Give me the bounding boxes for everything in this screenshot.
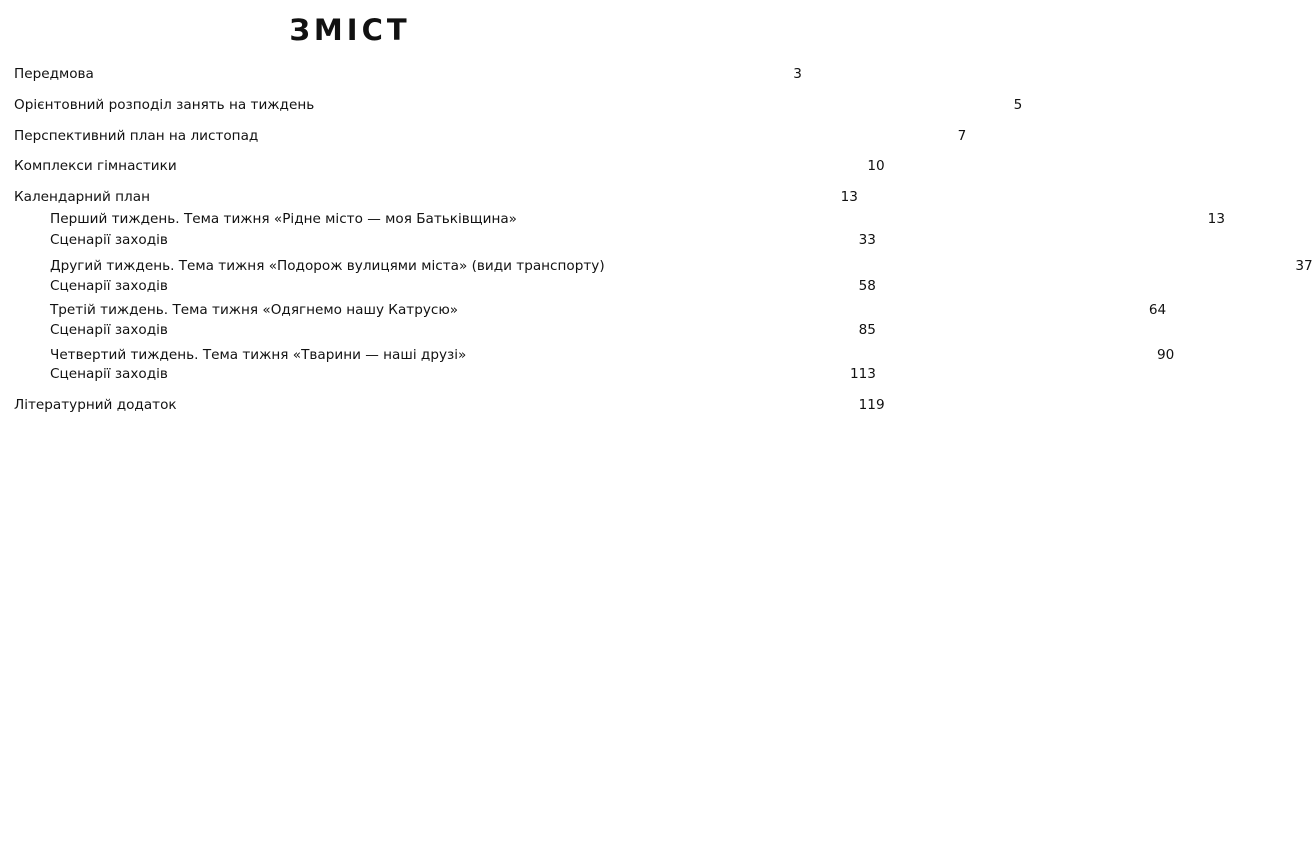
toc-entry-page: 10 xyxy=(867,158,885,174)
toc-entry-page: 3 xyxy=(793,66,802,82)
toc-entry xyxy=(14,397,885,844)
toc-entry-label: Передмова xyxy=(14,66,94,82)
toc-entry-page: 113 xyxy=(849,366,876,382)
toc-entry-label: Перспективний план на листопад xyxy=(14,128,259,144)
toc-entry-page: 64 xyxy=(1148,302,1167,318)
toc-entry-label: Сценарії заходів xyxy=(50,322,168,338)
toc-entry-label: Орієнтовний розподіл занять на тиждень xyxy=(14,97,315,113)
toc-entry-label: Комплекси гімнастики xyxy=(14,158,177,174)
toc-entry-label: Другий тиждень. Тема тижня «Подорож вулицями міста» (види транспорту) xyxy=(50,258,605,274)
toc-entry-label: Сценарії заходів xyxy=(50,232,168,248)
toc-entry-label: Календарний план xyxy=(14,189,150,205)
toc-entry-page: 33 xyxy=(858,232,876,248)
toc-entry-label: Літературний додаток xyxy=(14,397,177,413)
toc-entry-label: Сценарії заходів xyxy=(50,278,168,294)
toc-entry-page: 58 xyxy=(858,278,876,294)
toc-entry-label: Четвертий тиждень. Тема тижня «Тварини — наші друзі» xyxy=(50,347,467,363)
toc-entry-page: 13 xyxy=(1207,211,1225,227)
toc-entry-page: 90 xyxy=(1157,347,1175,363)
page-title: ЗМІСТ xyxy=(289,13,411,47)
toc-entry-page: 13 xyxy=(840,189,858,205)
toc-entry-label: Сценарії заходів xyxy=(50,366,168,382)
toc-entry-page: 85 xyxy=(858,322,876,338)
toc-entry-label: Перший тиждень. Тема тижня «Рідне місто — моя Батьківщина» xyxy=(50,211,517,227)
toc-entry-page: 7 xyxy=(957,128,967,144)
toc-entry-label: Третій тиждень. Тема тижня «Одягнемо нашу Катрусю» xyxy=(50,302,459,318)
toc-entry-page: 5 xyxy=(1013,97,1023,113)
toc-entry-page: 119 xyxy=(858,397,885,413)
toc-entry-page: 37 xyxy=(1295,258,1313,274)
